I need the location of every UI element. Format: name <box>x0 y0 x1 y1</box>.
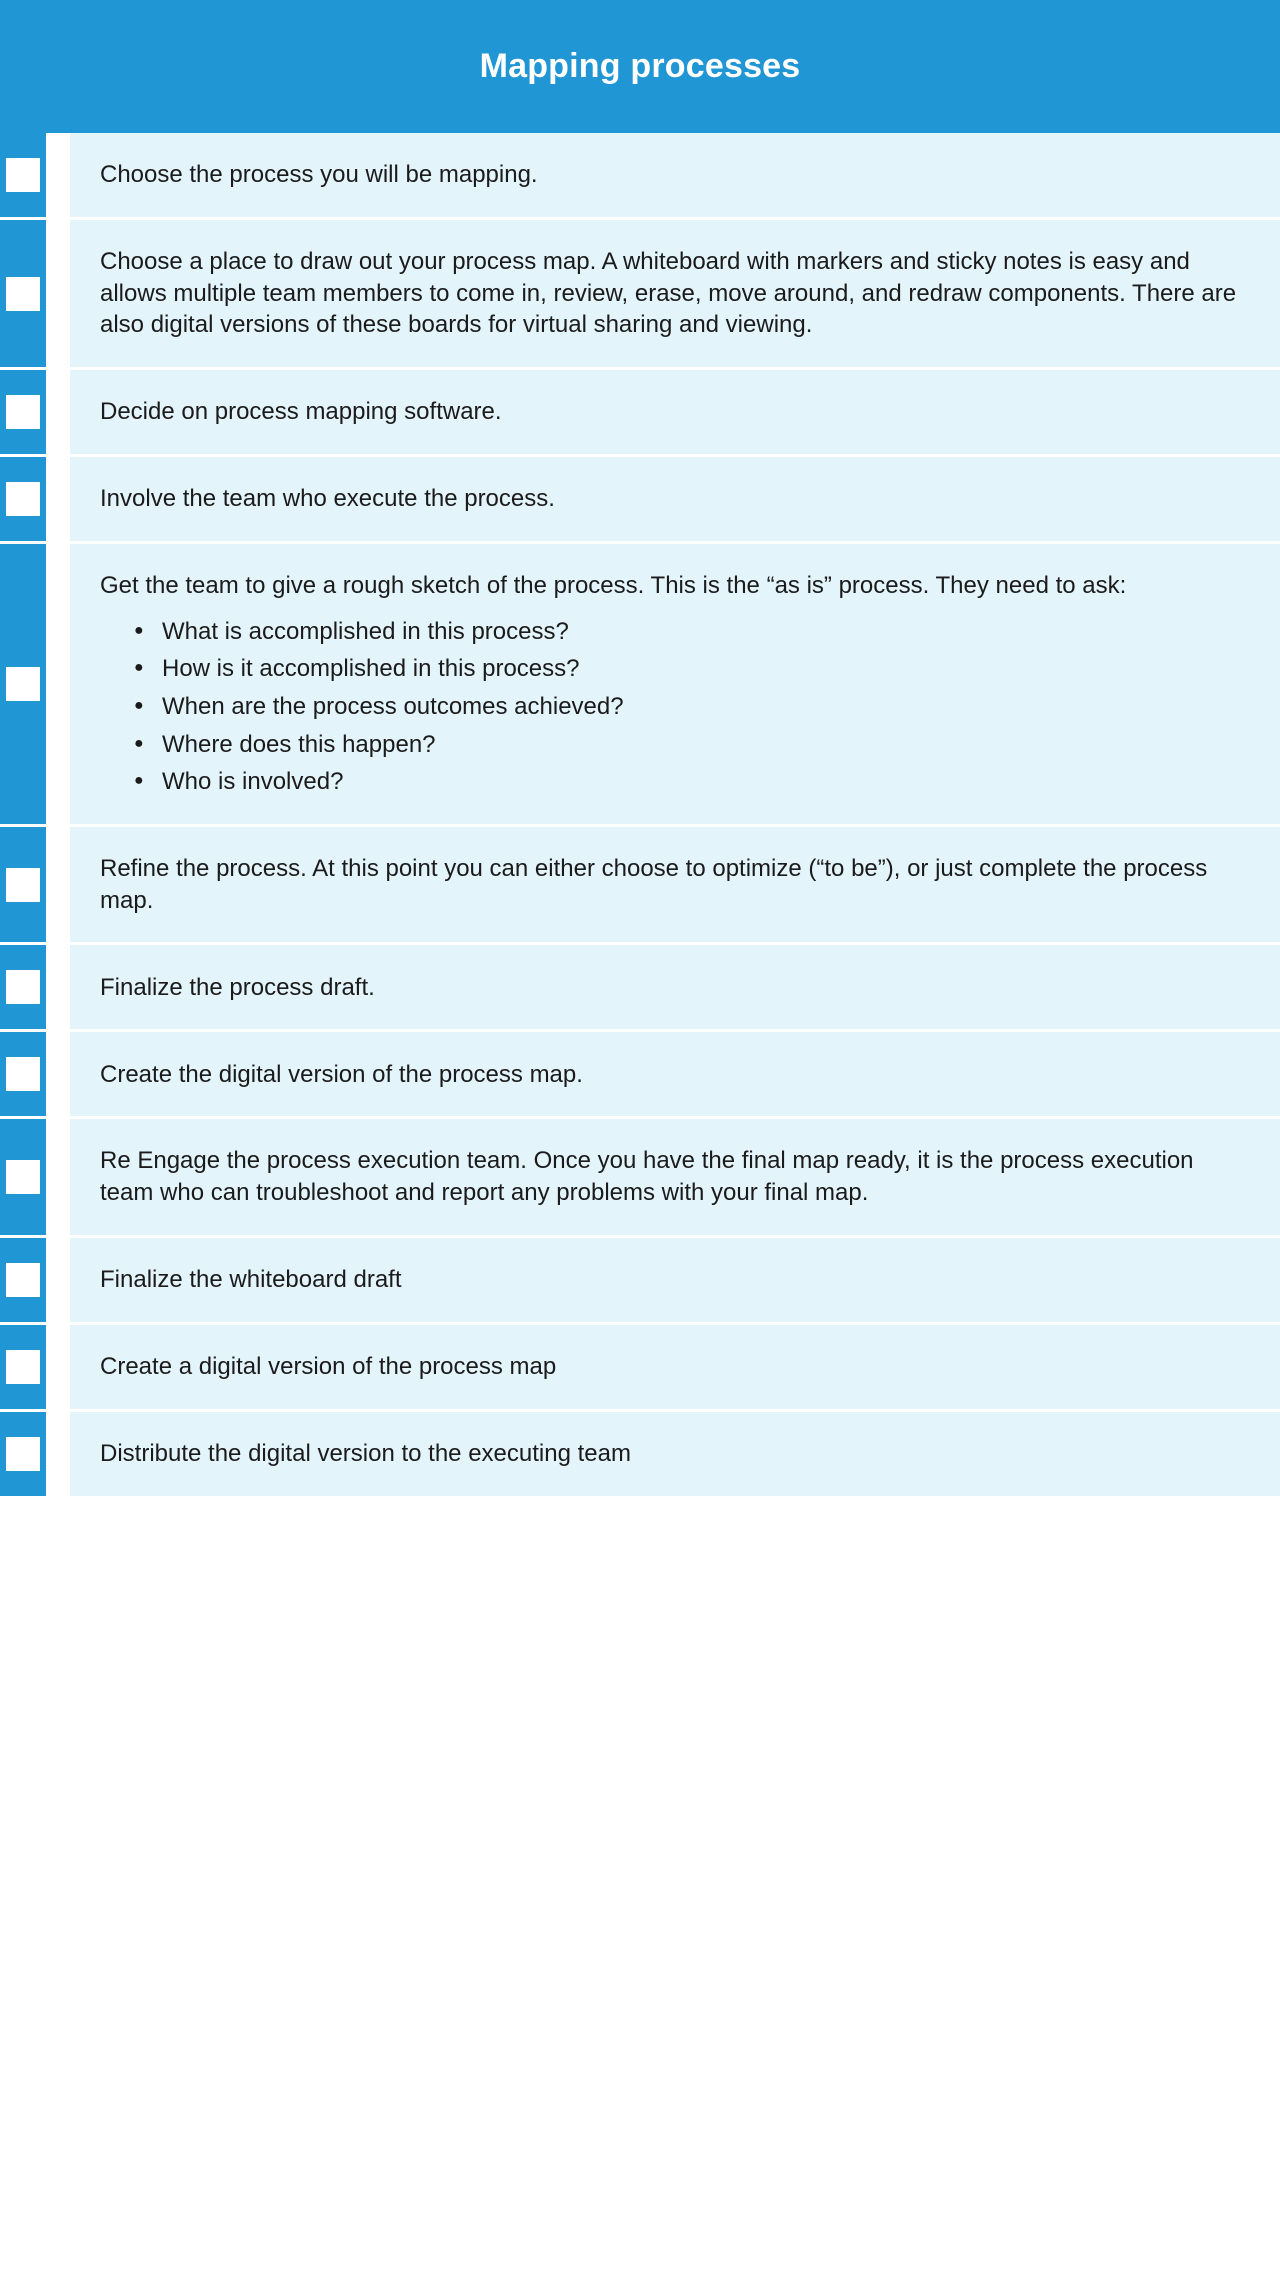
checkbox-cell[interactable] <box>0 220 70 367</box>
checkbox-cell[interactable] <box>0 1119 70 1234</box>
checklist-item-label: Finalize the whiteboard draft <box>100 1265 402 1293</box>
page-title: Mapping processes <box>479 47 801 85</box>
checkbox-icon[interactable] <box>6 395 40 429</box>
checkbox-cell[interactable] <box>0 827 70 942</box>
checklist-row <box>0 133 1280 220</box>
checkbox-icon[interactable] <box>6 1263 40 1297</box>
checklist-text-cell <box>70 945 1280 1029</box>
checklist-row <box>0 1238 1280 1325</box>
checkbox-icon[interactable] <box>6 277 40 311</box>
checklist-row <box>0 1325 1280 1412</box>
checkbox-cell[interactable] <box>0 945 70 1029</box>
checklist-text-cell <box>70 1032 1280 1116</box>
checklist-text-cell <box>70 457 1280 541</box>
checklist-item-label: Choose the process you will be mapping. <box>100 161 538 189</box>
document-header <box>0 0 1280 133</box>
checkbox-cell[interactable] <box>0 133 70 217</box>
checklist-item-label: Finalize the process draft. <box>100 973 375 1001</box>
checkbox-icon[interactable] <box>6 482 40 516</box>
checklist-sub-item: ● When are the process outcomes achieved? <box>162 691 1240 723</box>
checklist-sub-item: ● Who is involved? <box>162 766 1240 798</box>
checkbox-cell[interactable] <box>0 457 70 541</box>
checkbox-cell[interactable] <box>0 1412 70 1496</box>
checkbox-icon[interactable] <box>6 158 40 192</box>
checkbox-icon[interactable] <box>6 1057 40 1091</box>
checklist-item-label: Get the team to give a rough sketch of the process. This is the “as is” process. They need to ask: <box>100 572 1127 600</box>
checklist-item-label: Refine the process. At this point you can either choose to optimize (“to be”), or just complete the process map. <box>100 855 1208 914</box>
checklist-item-label: Create a digital version of the process map <box>100 1352 557 1380</box>
checklist-text-cell <box>70 1325 1280 1409</box>
checklist-item-label: Create the digital version of the process map. <box>100 1060 583 1088</box>
checklist-text-cell <box>70 1119 1280 1234</box>
checklist-row <box>0 457 1280 544</box>
checklist-text-cell <box>70 220 1280 367</box>
checklist-row <box>0 1412 1280 1496</box>
checklist-row <box>0 1119 1280 1237</box>
checklist-row <box>0 945 1280 1032</box>
checklist-row <box>0 1032 1280 1119</box>
checkbox-cell[interactable] <box>0 1032 70 1116</box>
checklist-row <box>0 370 1280 457</box>
checklist-text-cell <box>70 827 1280 942</box>
checklist-text-cell <box>70 370 1280 454</box>
checklist-text-cell <box>70 1238 1280 1322</box>
checklist-item-label: Involve the team who execute the process. <box>100 485 555 513</box>
checklist-text-cell <box>70 1412 1280 1496</box>
checkbox-icon[interactable] <box>6 1350 40 1384</box>
checklist-sub-item: ● What is accomplished in this process? <box>162 616 1240 648</box>
checkbox-icon[interactable] <box>6 868 40 902</box>
checklist-row <box>0 544 1280 827</box>
checkbox-icon[interactable] <box>6 667 40 701</box>
checklist-text-cell <box>70 544 1280 824</box>
checklist-row <box>0 827 1280 945</box>
checklist-item-label: Distribute the digital version to the executing team <box>100 1439 631 1467</box>
checklist-item-label: Choose a place to draw out your process map. A whiteboard with markers and sticky notes is easy and allows multiple team members to come in, review, erase, move around, and redraw components. There are also digital versions of these boards for virtual sharing and viewing. <box>100 248 1237 339</box>
checklist-item-label: Decide on process mapping software. <box>100 398 502 426</box>
checklist-row <box>0 220 1280 370</box>
checklist-sub-item: ● How is it accomplished in this process? <box>162 653 1240 685</box>
checkbox-cell[interactable] <box>0 1325 70 1409</box>
checkbox-cell[interactable] <box>0 1238 70 1322</box>
checkbox-icon[interactable] <box>6 1160 40 1194</box>
checklist-item-label: Re Engage the process execution team. Once you have the final map ready, it is the process execution team who can troubleshoot and report any problems with your final map. <box>100 1147 1194 1207</box>
checkbox-icon[interactable] <box>6 970 40 1004</box>
checkbox-cell[interactable] <box>0 544 70 824</box>
checklist-sub-item: ● Where does this happen? <box>162 729 1240 761</box>
checklist-text-cell <box>70 133 1280 217</box>
checklist <box>0 133 1280 1496</box>
checkbox-cell[interactable] <box>0 370 70 454</box>
checklist-sub-list <box>100 616 1240 798</box>
checkbox-icon[interactable] <box>6 1437 40 1471</box>
